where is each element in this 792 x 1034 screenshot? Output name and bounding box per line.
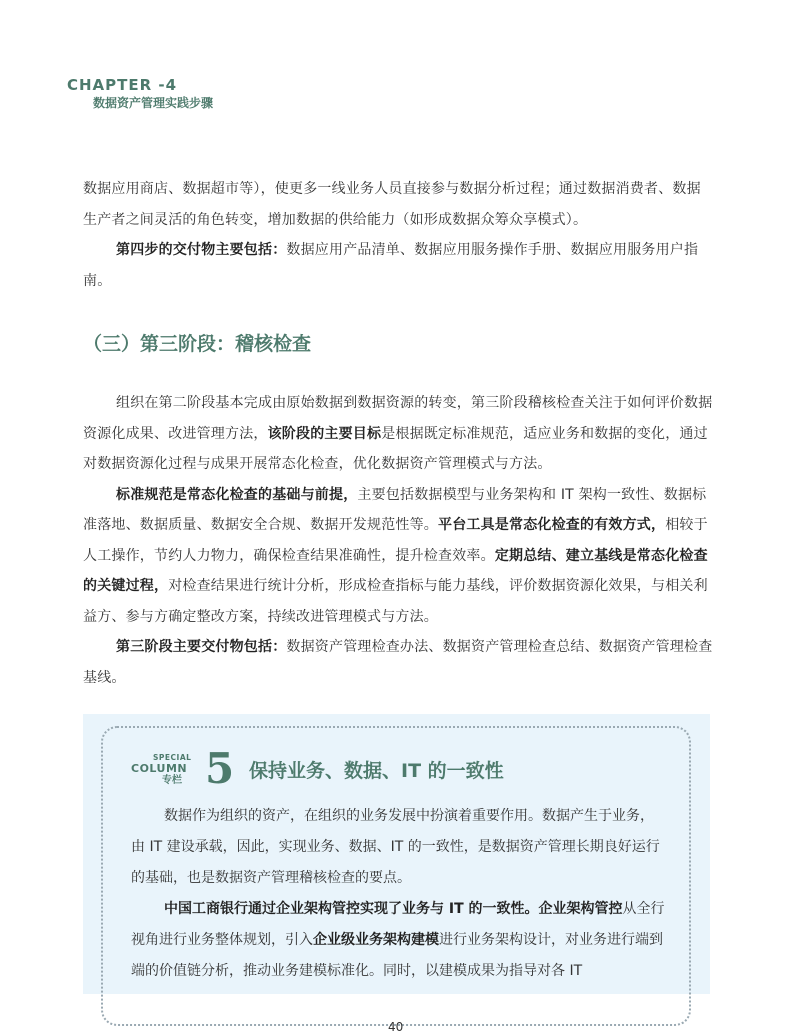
intro-paragraph-2 (83, 235, 713, 296)
text-span: 进行业务架构设计，对业务进行端到端的价值链分析，推动业务建模标准化。同时，以建模成果为指导对各 IT (131, 932, 663, 979)
badge-zh-text: 专栏 (162, 775, 182, 786)
text-span: 相较于人工操作，节约人力物力，确保检查结果准确性，提升检查效率。 (83, 517, 708, 564)
section-paragraph-2 (83, 480, 713, 633)
section-paragraph-3 (83, 632, 713, 693)
special-column-box (83, 714, 710, 994)
bold-span: 定期总结、建立基线是常态化检查的关键过程， (83, 547, 708, 594)
chapter-header (67, 76, 213, 112)
text-span: 组织在第二阶段基本完成由原始数据到数据资源的转变，第三阶段稽核检查关注于如何评价数据资源化成果、改进管理方法， (83, 395, 713, 442)
sidebar-text (131, 801, 666, 987)
bold-span: 企业级业务架构建模 (313, 932, 439, 948)
special-column-badge (131, 744, 235, 793)
section-paragraph-1 (83, 388, 713, 480)
bold-span: 平台工具是常态化检查的有效方式， (438, 517, 666, 533)
text-span: 是根据既定标准规范，适应业务和数据的变化，通过对数据资源化过程与成果开展常态化检查，优化数据资产管理模式与方法。 (83, 425, 708, 472)
deliverables-label-stage3: 第三阶段主要交付物包括： (116, 639, 287, 655)
deliverables-text-step4: 数据应用产品清单、数据应用服务操作手册、数据应用服务用户指南。 (83, 242, 699, 289)
sidebar-paragraph-1: 数据作为组织的资产，在组织的业务发展中扮演着重要作用。数据产生于业务，由 IT 建设承载，因此，实现业务、数据、IT 的一致性，是数据资产管理长期良好运行的基础，也是数据资产管理稽核检查的要点。 (131, 808, 660, 886)
page-number: 40 (388, 1020, 404, 1034)
text-span: 从全行视角进行业务整体规划，引入 (131, 901, 665, 948)
badge-column-text: COLUMN (131, 762, 188, 775)
bold-span: 标准规范是常态化检查的基础与前提， (116, 486, 358, 503)
intro-text (83, 174, 713, 296)
chapter-subtitle: 数据资产管理实践步骤 (93, 96, 214, 110)
section-text (83, 388, 713, 693)
intro-paragraph-1: 数据应用商店、数据超市等），使更多一线业务人员直接参与数据分析过程；通过数据消费者、数据生产者之间灵活的角色转变，增加数据的供给能力（如形成数据众筹众享模式）。 (83, 181, 701, 228)
text-span: 对检查结果进行统计分析，形成检查指标与能力基线，评价数据资源化效果，与相关利益方、参与方确定整改方案，持续改进管理模式与方法。 (83, 578, 708, 625)
deliverables-text-stage3: 数据资产管理检查办法、数据资产管理检查总结、数据资产管理检查基线。 (83, 639, 713, 686)
bold-span: 中国工商银行通过企业架构管控实现了业务与 IT 的一致性。企业架构管控 (164, 901, 623, 917)
text-span: 主要包括数据模型与业务架构和 IT 架构一致性、数据标准落地、数据质量、数据安全合规、数据开发规范性等。 (83, 486, 707, 533)
bold-span: 该阶段的主要目标 (267, 425, 382, 442)
badge-number: 5 (205, 744, 235, 793)
chapter-label: CHAPTER -4 (67, 76, 178, 94)
sidebar-paragraph-2 (131, 894, 666, 987)
section-heading: （三）第三阶段：稽核检查 (83, 333, 312, 355)
deliverables-label-step4: 第四步的交付物主要包括： (116, 242, 287, 258)
sidebar-title: 保持业务、数据、IT 的一致性 (249, 760, 504, 782)
badge-special-text: SPECIAL (153, 753, 192, 762)
